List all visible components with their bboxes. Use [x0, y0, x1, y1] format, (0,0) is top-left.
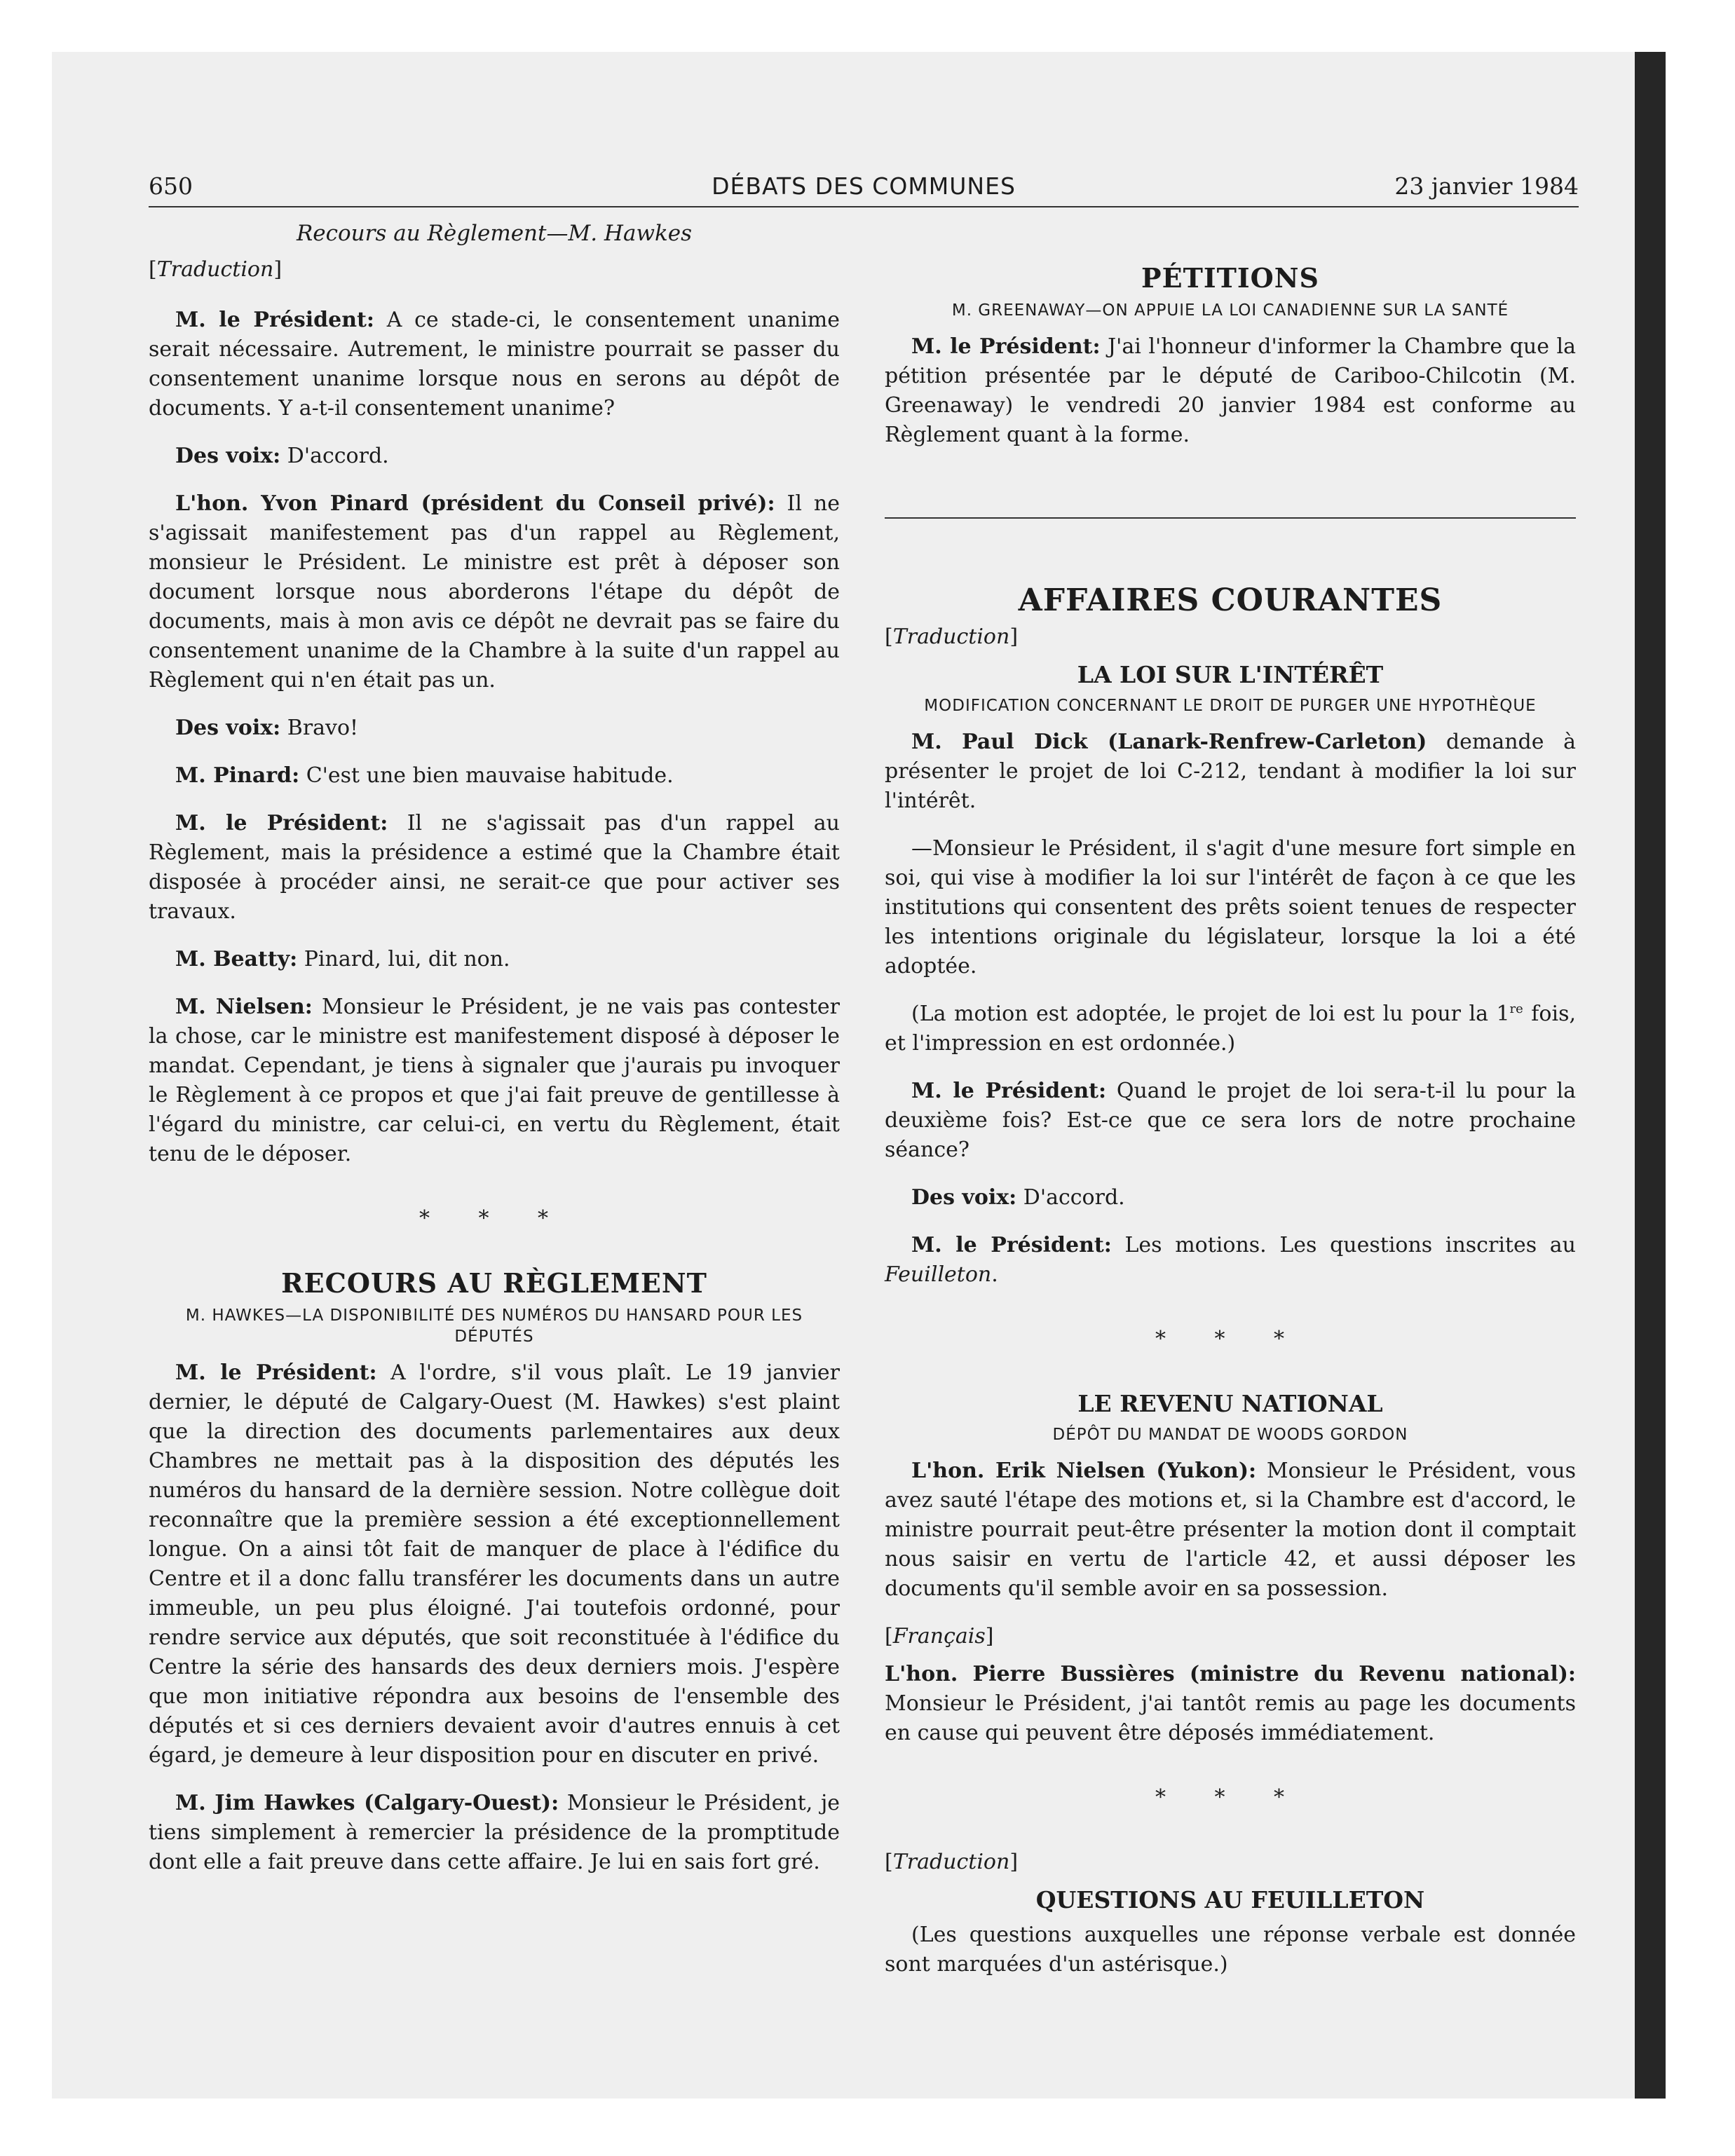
speaker-name: M. le Président:: [911, 1079, 1107, 1103]
section-heading: PÉTITIONS: [1141, 262, 1319, 294]
section-heading: LE REVENU NATIONAL: [1077, 1390, 1383, 1417]
speaker-name: M. le Président:: [175, 308, 374, 332]
right-column: [885, 219, 1576, 1998]
section-heading: AFFAIRES COURANTES: [1018, 582, 1443, 618]
running-head: Recours au Règlement—M. Hawkes: [296, 221, 693, 246]
speaker-name: Des voix:: [175, 716, 281, 740]
speech-paragraph: M. Jim Hawkes (Calgary-Ouest): Monsieur le Président, je tiens simplement à remercier la présidence de la promptitude dont elle a fait preuve dans cette affaire. Je lui en sais fort gré.: [149, 1791, 840, 1874]
page-header: [149, 172, 1579, 207]
speaker-name: L'hon. Pierre Bussières (ministre du Revenu national):: [885, 1662, 1576, 1686]
speaker-name: M. le Président:: [911, 334, 1101, 359]
publication-date: 23 janvier 1984: [1394, 172, 1579, 200]
section-heading: QUESTIONS AU FEUILLETON: [1035, 1886, 1425, 1913]
speaker-name: L'hon. Erik Nielsen (Yukon):: [911, 1459, 1257, 1483]
speech-paragraph: M. Pinard: C'est une bien mauvaise habitude.: [175, 763, 674, 788]
translation-tag: [Traduction]: [149, 257, 283, 282]
speaker-name: M. Beatty:: [175, 947, 298, 971]
section-subheading: M. HAWKES—LA DISPONIBILITÉ DES NUMÉROS DU HANSARD POUR LES DÉPUTÉS: [185, 1306, 803, 1346]
section-separator: * * *: [419, 1206, 570, 1231]
speaker-name: M. Jim Hawkes (Calgary-Ouest):: [175, 1791, 559, 1815]
translation-tag: [Traduction]: [885, 1850, 1019, 1874]
speaker-name: M. Pinard:: [175, 763, 300, 788]
speaker-name: M. Paul Dick (Lanark-Renfrew-Carleton): [911, 730, 1427, 754]
section-subheading: MODIFICATION CONCERNANT LE DROIT DE PURGER UNE HYPOTHÈQUE: [924, 697, 1537, 715]
speech-paragraph: M. le Président: Il ne s'agissait pas d'un rappel au Règlement, mais la présidence a estimé que la Chambre était disposée à procéder ainsi, ne serait-ce que pour activer ses travaux.: [149, 811, 840, 924]
section-subheading: DÉPÔT DU MANDAT DE WOODS GORDON: [1052, 1426, 1408, 1444]
speaker-name: M. le Président:: [175, 1360, 377, 1385]
speech-paragraph: Des voix: D'accord.: [911, 1185, 1125, 1210]
subsection-heading: LA LOI SUR L'INTÉRÊT: [1077, 661, 1384, 688]
speech-paragraph: M. le Président: Les motions. Les questions inscrites au Feuilleton.: [885, 1233, 1576, 1287]
speech-paragraph: (Les questions auxquelles une réponse verbale est donnée sont marquées d'un astérisque.): [885, 1923, 1576, 1977]
speaker-name: L'hon. Yvon Pinard (président du Conseil privé):: [175, 491, 775, 516]
speech-paragraph: M. Paul Dick (Lanark-Renfrew-Carleton) demande à présenter le projet de loi C-212, tendant à modifier la loi sur l'intérêt.: [885, 730, 1576, 813]
speaker-name: Des voix:: [911, 1185, 1017, 1210]
speaker-name: M. Nielsen:: [175, 995, 313, 1019]
speech-paragraph: L'hon. Yvon Pinard (président du Conseil privé): Il ne s'agissait manifestement pas d'un rappel au Règlement, monsieur le Président. Le ministre est prêt à déposer son document lorsque nous aborderons l'étape du dépôt de documents, mais à mon avis ce dépôt ne devrait pas se faire du consentement unanime de la Chambre à la suite d'un rappel au Règlement qui n'en était pas un.: [149, 491, 841, 692]
speech-paragraph: M. Nielsen: Monsieur le Président, je ne vais pas contester la chose, car le ministre est manifestement disposé à déposer le mandat. Cependant, je tiens à signaler que j'aurais pu invoquer le Règlement à ce propos et que j'ai fait preuve de gentillesse à l'égard du ministre, car celui-ci, en vertu du Règlement, était tenu de le déposer.: [149, 995, 840, 1166]
speech-paragraph: M. le Président: A ce stade-ci, le consentement unanime serait nécessaire. Autrement, le ministre pourrait se passer du consentement unanime lorsque nous en serons au dépôt de documents. Y a-t-il consentement unanime?: [149, 308, 840, 421]
speech-paragraph: M. le Président: Quand le projet de loi sera-t-il lu pour la deuxième fois? Est-ce que ce sera lors de notre prochaine séance?: [885, 1079, 1576, 1162]
speech-paragraph: L'hon. Erik Nielsen (Yukon): Monsieur le Président, vous avez sauté l'étape des motions et, si la Chambre est d'accord, le ministre pourrait peut-être présenter la motion dont il comptait nous saisir en vertu de l'article 42, et aussi déposer les documents qu'il semble avoir en sa possession.: [885, 1459, 1576, 1601]
speech-paragraph: Des voix: D'accord.: [175, 444, 389, 468]
speaker-name: Des voix:: [175, 444, 281, 468]
speech-paragraph: —Monsieur le Président, il s'agit d'une mesure fort simple en soi, qui vise à modifier la loi sur l'intérêt de façon à ce que les institutions qui consentent des prêts soient tenues de respecter les intentions originale du législateur, lorsque la loi a été adoptée.: [885, 836, 1576, 978]
section-heading: RECOURS AU RÈGLEMENT: [281, 1267, 707, 1299]
scan-edge-bar: [1635, 52, 1666, 2099]
language-tag: [Français]: [885, 1624, 994, 1649]
section-separator: * * *: [1155, 1327, 1306, 1351]
speech-paragraph: M. le Président: J'ai l'honneur d'informer la Chambre que la pétition présentée par le député de Cariboo-Chilcotin (M. Greenaway) le vendredi 20 janvier 1984 est conforme au Règlement quant à la forme.: [885, 334, 1576, 447]
translation-tag: [Traduction]: [885, 625, 1019, 649]
speaker-name: M. le Président:: [911, 1233, 1112, 1257]
motion-paragraph: (La motion est adoptée, le projet de loi est lu pour la 1re fois, et l'impression en est ordonnée.): [885, 1002, 1576, 1056]
section-separator: * * *: [1155, 1785, 1306, 1810]
speech-paragraph: Des voix: Bravo!: [175, 716, 359, 740]
speech-paragraph: L'hon. Pierre Bussières (ministre du Revenu national): Monsieur le Président, j'ai tantôt remis au page les documents en cause qui peuvent être déposés immédiatement.: [885, 1662, 1576, 1745]
speech-paragraph: M. le Président: A l'ordre, s'il vous plaît. Le 19 janvier dernier, le député de Calgary-Ouest (M. Hawkes) s'est plaint que la direction des documents parlementaires aux deux Chambres ne mettait pas à la disposition des députés les numéros du hansard de la dernière session. Notre collègue doit reconnaître que la première session a été exceptionnellement longue. On a ainsi tôt fait de manquer de place à l'édifice du Centre et il a donc fallu transférer les documents dans un autre immeuble, un peu plus éloigné. J'ai toutefois ordonné, pour rendre service aux députés, que soit reconstituée à l'édifice du Centre la série des hansards des deux derniers mois. J'espère que mon initiative répondra aux besoins de l'ensemble des députés et si ces derniers devaient avoir d'autres ennuis à cet égard, je demeure à leur disposition pour en discuter en privé.: [149, 1360, 840, 1768]
speaker-name: M. le Président:: [175, 811, 388, 835]
page-number: 650: [149, 172, 193, 200]
section-rule: [885, 517, 1576, 519]
left-column: [149, 219, 840, 1895]
publication-title: DÉBATS DES COMMUNES: [712, 172, 1016, 200]
document-page: [149, 0, 1579, 2156]
speech-paragraph: M. Beatty: Pinard, lui, dit non.: [175, 947, 510, 971]
section-subheading: M. GREENAWAY—ON APPUIE LA LOI CANADIENNE SUR LA SANTÉ: [951, 301, 1509, 320]
